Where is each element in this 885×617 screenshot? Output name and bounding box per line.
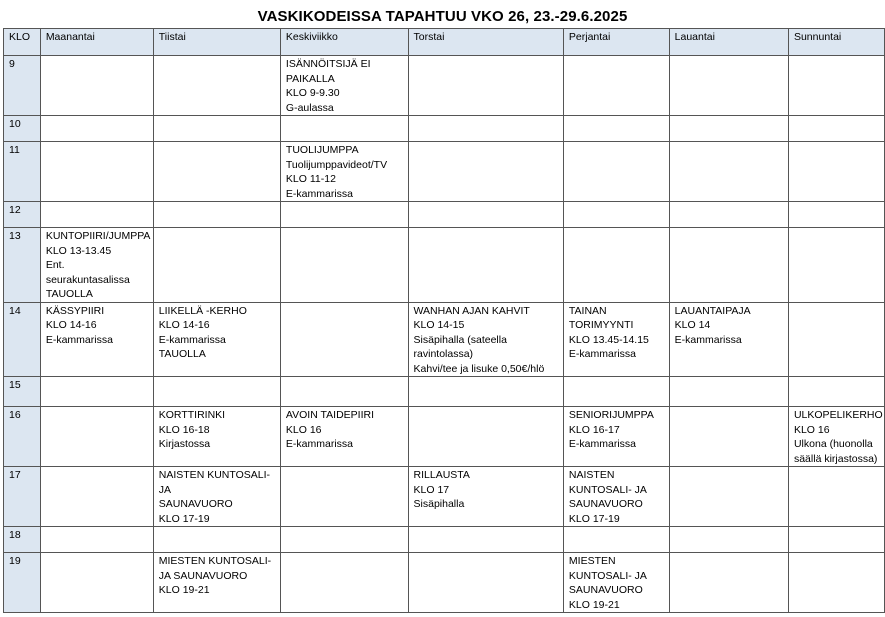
event-cell-sunday: [788, 228, 884, 303]
event-cell-friday: [563, 56, 669, 116]
event-cell-wednesday: [280, 467, 408, 527]
event-text-line: Ulkona (huonolla: [793, 438, 873, 450]
event-text-line: ULKOPELIKERHO: [793, 409, 883, 421]
table-row: [4, 302, 885, 377]
event-text-line: KUNTOSALI- JA: [568, 483, 647, 496]
event-cell-sunday: [788, 407, 884, 467]
event-text-line: TORIMYYNTI: [568, 319, 634, 331]
hour-cell: 14: [4, 302, 41, 377]
hour-cell: 19: [4, 553, 41, 613]
column-header-sunday: Sunnuntai: [788, 29, 884, 56]
hour-cell: 12: [4, 202, 41, 228]
event-cell-tuesday: [153, 202, 280, 228]
event-cell-thursday: [408, 302, 563, 377]
event-text-line: MIESTEN: [568, 555, 616, 567]
event-text-line: KLO 16-18: [158, 423, 210, 436]
event-cell-friday: [563, 202, 669, 228]
event-cell-thursday: [408, 56, 563, 116]
event-text-line: KLO 13.45-14.15: [568, 333, 649, 346]
event-text-line: KORTTIRINKI: [158, 409, 226, 421]
event-text-line: Ent.: [45, 259, 65, 271]
event-cell-thursday: [408, 407, 563, 467]
event-text-line: E-kammarissa: [158, 333, 226, 346]
event-cell-saturday: [669, 228, 788, 303]
event-text-line: KUNTOPIIRI/JUMPPA: [45, 230, 151, 242]
column-header-monday: Maanantai: [40, 29, 153, 56]
event-text-line: KLO 16: [793, 423, 830, 436]
event-cell-wednesday: [280, 116, 408, 142]
event-cell-tuesday: [153, 467, 280, 527]
table-row: [4, 467, 885, 527]
event-text-line: KÄSSYPIIRI: [45, 304, 105, 317]
event-cell-thursday: [408, 116, 563, 142]
event-cell-friday: [563, 467, 669, 527]
table-row: [4, 142, 885, 202]
hour-cell: 17: [4, 467, 41, 527]
event-text-line: G-aulassa: [285, 101, 334, 114]
event-cell-monday: [40, 56, 153, 116]
event-text-line: KLO 14-15: [413, 319, 465, 331]
event-cell-thursday: [408, 467, 563, 527]
event-text-line: LAUANTAIPAJA: [674, 304, 751, 317]
event-text-line: E-kammarissa: [568, 438, 636, 450]
event-cell-friday: [563, 377, 669, 407]
event-cell-friday: [563, 407, 669, 467]
event-text-line: KLO 14-16: [45, 319, 97, 331]
event-text-line: E-kammarissa: [674, 333, 742, 346]
event-cell-tuesday: [153, 377, 280, 407]
event-text-line: KLO 17-19: [568, 512, 620, 525]
column-header-tuesday: Tiistai: [153, 29, 280, 56]
event-cell-sunday: [788, 142, 884, 202]
table-row: [4, 553, 885, 613]
page-title: VASKIKODEISSA TAPAHTUU VKO 26, 23.-29.6.2025: [257, 8, 628, 25]
event-text-line: ravintolassa): [413, 348, 474, 360]
event-text-line: seurakuntasalissa: [45, 273, 130, 286]
event-cell-tuesday: [153, 56, 280, 116]
event-cell-tuesday: [153, 228, 280, 303]
column-header-klo: KLO: [4, 29, 41, 56]
event-text-line: KLO 19-21: [158, 584, 210, 596]
hour-cell: 13: [4, 228, 41, 303]
event-cell-sunday: [788, 116, 884, 142]
event-text-line: Sisäpihalla: [413, 498, 465, 510]
event-text-line: PAIKALLA: [285, 72, 335, 85]
event-cell-monday: [40, 527, 153, 553]
event-cell-monday: [40, 302, 153, 377]
event-text-line: TUOLIJUMPPA: [285, 144, 359, 156]
event-cell-wednesday: [280, 553, 408, 613]
event-text-line: TAINAN: [568, 304, 607, 317]
event-cell-saturday: [669, 56, 788, 116]
event-cell-sunday: [788, 527, 884, 553]
event-cell-tuesday: [153, 527, 280, 553]
event-cell-saturday: [669, 142, 788, 202]
weekly-schedule-table: [3, 28, 885, 613]
event-cell-tuesday: [153, 302, 280, 377]
event-text-line: KLO 14: [674, 319, 711, 331]
event-cell-saturday: [669, 202, 788, 228]
event-text-line: Kahvi/tee ja lisuke 0,50€/hlö: [413, 362, 545, 375]
hour-cell: 18: [4, 527, 41, 553]
table-row: [4, 116, 885, 142]
table-row: [4, 527, 885, 553]
event-text-line: TAUOLLA: [158, 348, 206, 360]
event-cell-monday: [40, 467, 153, 527]
event-text-line: SAUNAVUORO: [568, 498, 643, 510]
hour-cell: 16: [4, 407, 41, 467]
event-text-line: RILLAUSTA: [413, 469, 470, 481]
event-cell-wednesday: [280, 377, 408, 407]
event-text-line: AVOIN TAIDEPIIRI: [285, 409, 375, 421]
event-text-line: NAISTEN KUNTOSALI- JA: [158, 469, 271, 496]
event-cell-sunday: [788, 302, 884, 377]
event-cell-tuesday: [153, 553, 280, 613]
event-text-line: KLO 11-12: [285, 173, 336, 185]
event-text-line: SAUNAVUORO: [158, 498, 233, 510]
event-cell-tuesday: [153, 407, 280, 467]
event-text-line: KUNTOSALI- JA: [568, 569, 647, 582]
event-cell-sunday: [788, 467, 884, 527]
event-cell-sunday: [788, 202, 884, 228]
event-cell-friday: [563, 527, 669, 553]
event-text-line: E-kammarissa: [285, 187, 353, 200]
event-cell-saturday: [669, 553, 788, 613]
event-text-line: JA SAUNAVUORO: [158, 569, 248, 582]
event-cell-wednesday: [280, 527, 408, 553]
event-text-line: Sisäpihalla (sateella: [413, 333, 507, 346]
event-cell-monday: [40, 116, 153, 142]
event-cell-monday: [40, 407, 153, 467]
hour-cell: 15: [4, 377, 41, 407]
event-cell-friday: [563, 116, 669, 142]
event-text-line: SENIORIJUMPPA: [568, 409, 654, 421]
event-text-line: ISÄNNÖITSIJÄ EI: [285, 58, 371, 70]
event-cell-friday: [563, 302, 669, 377]
event-cell-sunday: [788, 56, 884, 116]
event-text-line: KLO 19-21: [568, 598, 620, 611]
event-text-line: Kirjastossa: [158, 438, 211, 450]
event-text-line: LIIKELLÄ -KERHO: [158, 304, 247, 317]
event-cell-thursday: [408, 527, 563, 553]
event-cell-wednesday: [280, 302, 408, 377]
event-text-line: Tuolijumppavideot/TV: [285, 158, 388, 171]
column-header-saturday: Lauantai: [669, 29, 788, 56]
event-cell-saturday: [669, 467, 788, 527]
header-row: [4, 29, 885, 56]
column-header-friday: Perjantai: [563, 29, 669, 56]
event-cell-friday: [563, 228, 669, 303]
event-text-line: KLO 16: [285, 423, 322, 436]
schedule-body: [4, 56, 885, 613]
event-cell-thursday: [408, 377, 563, 407]
event-text-line: MIESTEN KUNTOSALI-: [158, 555, 272, 567]
table-row: [4, 377, 885, 407]
event-cell-thursday: [408, 228, 563, 303]
event-cell-monday: [40, 377, 153, 407]
event-cell-monday: [40, 553, 153, 613]
event-cell-tuesday: [153, 116, 280, 142]
event-cell-thursday: [408, 202, 563, 228]
table-row: [4, 228, 885, 303]
column-header-thursday: Torstai: [408, 29, 563, 56]
event-cell-saturday: [669, 302, 788, 377]
event-cell-wednesday: [280, 142, 408, 202]
event-cell-wednesday: [280, 56, 408, 116]
event-text-line: E-kammarissa: [45, 333, 113, 346]
event-text-line: säällä kirjastossa): [793, 452, 878, 465]
event-cell-saturday: [669, 527, 788, 553]
event-text-line: WANHAN AJAN KAHVIT: [413, 304, 530, 317]
event-cell-thursday: [408, 142, 563, 202]
event-text-line: KLO 9-9.30: [285, 87, 340, 99]
event-text-line: KLO 16-17: [568, 423, 620, 436]
event-text-line: KLO 17-19: [158, 512, 210, 525]
event-cell-thursday: [408, 553, 563, 613]
event-text-line: SAUNAVUORO: [568, 584, 643, 596]
event-cell-saturday: [669, 116, 788, 142]
event-cell-sunday: [788, 553, 884, 613]
event-cell-saturday: [669, 407, 788, 467]
table-row: [4, 56, 885, 116]
event-cell-monday: [40, 142, 153, 202]
event-cell-tuesday: [153, 142, 280, 202]
table-row: [4, 202, 885, 228]
event-cell-monday: [40, 202, 153, 228]
event-cell-friday: [563, 553, 669, 613]
event-text-line: E-kammarissa: [568, 348, 636, 360]
event-cell-sunday: [788, 377, 884, 407]
hour-cell: 9: [4, 56, 41, 116]
event-cell-wednesday: [280, 202, 408, 228]
event-text-line: NAISTEN: [568, 469, 615, 481]
event-text-line: KLO 14-16: [158, 319, 210, 331]
event-cell-monday: [40, 228, 153, 303]
hour-cell: 10: [4, 116, 41, 142]
event-text-line: E-kammarissa: [285, 438, 353, 450]
table-row: [4, 407, 885, 467]
hour-cell: 11: [4, 142, 41, 202]
event-cell-wednesday: [280, 228, 408, 303]
event-cell-wednesday: [280, 407, 408, 467]
event-text-line: KLO 13-13.45: [45, 244, 112, 257]
event-text-line: TAUOLLA: [45, 288, 93, 300]
event-text-line: KLO 17: [413, 483, 450, 496]
event-cell-saturday: [669, 377, 788, 407]
column-header-wednesday: Keskiviikko: [280, 29, 408, 56]
event-cell-friday: [563, 142, 669, 202]
